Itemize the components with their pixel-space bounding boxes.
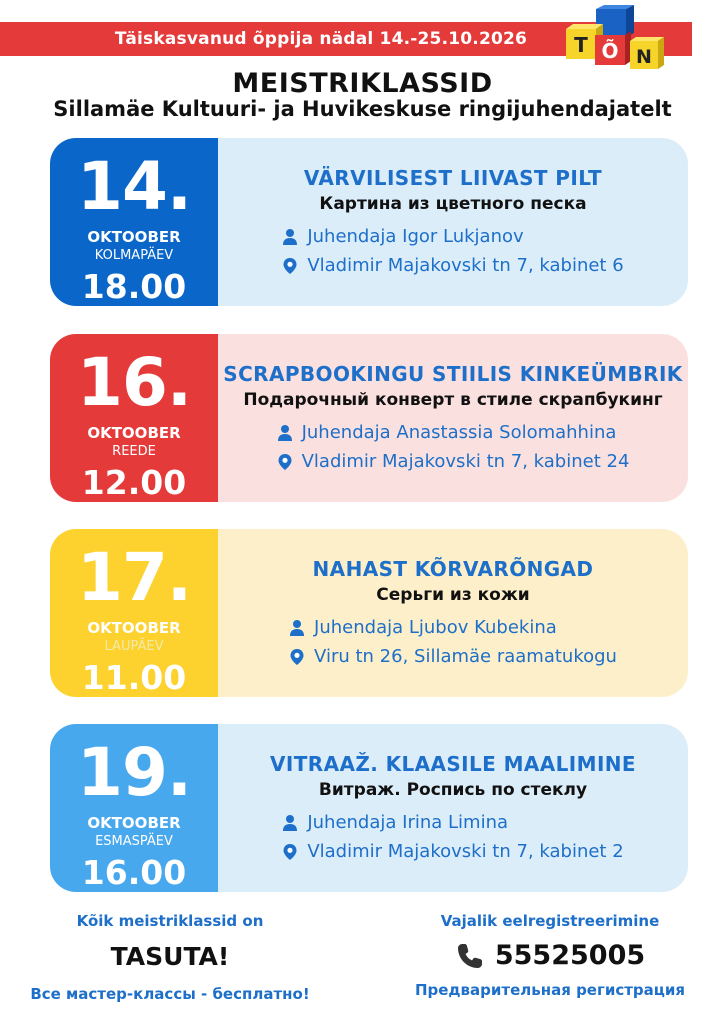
workshop-title-ru: Витраж. Роспись по стеклу xyxy=(318,780,588,800)
start-time: 16.00 xyxy=(81,853,187,892)
date-box xyxy=(50,724,218,892)
date-box xyxy=(50,529,218,697)
free-notice xyxy=(20,912,320,1003)
location-row xyxy=(282,255,623,276)
registration-line: Vajalik eelregistreerimine xyxy=(440,912,660,930)
location-text: Viru tn 26, Sillamäe raamatukogu xyxy=(314,646,617,667)
instructor-row xyxy=(289,617,557,638)
location-row xyxy=(289,646,617,667)
free-ru-text: Все мастер-классы - бесплатно! xyxy=(30,985,310,1003)
workshop-title-ru: Подарочный конверт в стиле скрапбукинг xyxy=(243,390,663,410)
workshop-info xyxy=(218,334,688,502)
location-text: Vladimir Majakovski tn 7, kabinet 24 xyxy=(301,451,630,472)
date-box xyxy=(50,138,218,306)
banner-text: Täiskasvanud õppija nädal 14.-25.10.2026 xyxy=(114,29,528,49)
month-label: OKTOOBER xyxy=(87,619,181,637)
page-title: MEISTRIKLASSID xyxy=(232,68,493,99)
month-label: OKTOOBER xyxy=(87,228,181,246)
location-pin-icon xyxy=(282,257,298,275)
registration-ru-text: Предварительная регистрация xyxy=(414,981,686,999)
workshop-card-4 xyxy=(50,724,688,892)
person-icon xyxy=(282,228,298,246)
phone-row xyxy=(395,940,705,971)
location-pin-icon xyxy=(282,843,298,861)
free-big-text: TASUTA! xyxy=(110,942,230,971)
workshop-title-et: VITRAAŽ. KLAASILE MAALIMINE xyxy=(270,752,636,776)
location-row xyxy=(277,451,630,472)
workshop-info xyxy=(218,138,688,306)
workshop-info xyxy=(218,724,688,892)
workshop-title-et: NAHAST KÕRVARÕNGAD xyxy=(312,557,594,581)
start-time: 12.00 xyxy=(81,463,187,502)
free-line: Kõik meistriklassid on xyxy=(76,912,264,930)
logo-letter-o: Õ xyxy=(601,39,619,63)
start-time: 11.00 xyxy=(81,658,187,697)
workshop-card-1 xyxy=(50,138,688,306)
person-icon xyxy=(289,619,305,637)
ton-logo xyxy=(560,5,665,75)
instructor-name: Juhendaja Irina Limina xyxy=(307,812,509,833)
instructor-row xyxy=(277,422,617,443)
page-subtitle: Sillamäe Kultuuri- ja Huvikeskuse ringijuhendajatelt xyxy=(53,97,672,121)
location-row xyxy=(282,841,623,862)
phone-icon xyxy=(455,941,485,971)
weekday-label: KOLMAPÄEV xyxy=(94,248,174,263)
weekday-label: LAUPÄEV xyxy=(104,639,164,654)
instructor-name: Juhendaja Anastassia Solomahhina xyxy=(301,422,617,443)
day-number: 16. xyxy=(77,344,191,421)
workshop-title-et: SCRAPBOOKINGU STIILIS KINKEÜMBRIK xyxy=(223,362,683,386)
location-text: Vladimir Majakovski tn 7, kabinet 2 xyxy=(307,841,624,862)
phone-number[interactable]: 55525005 xyxy=(494,940,646,971)
month-label: OKTOOBER xyxy=(87,424,181,442)
instructor-row xyxy=(282,812,508,833)
instructor-name: Juhendaja Ljubov Kubekina xyxy=(314,617,557,638)
person-icon xyxy=(277,424,293,442)
workshop-title-ru: Картина из цветного песка xyxy=(319,194,587,214)
workshop-info xyxy=(218,529,688,697)
day-number: 19. xyxy=(77,734,191,811)
workshop-card-2 xyxy=(50,334,688,502)
workshop-card-3 xyxy=(50,529,688,697)
month-label: OKTOOBER xyxy=(87,814,181,832)
instructor-name: Juhendaja Igor Lukjanov xyxy=(307,226,524,247)
weekday-label: REEDE xyxy=(112,444,156,459)
location-pin-icon xyxy=(277,453,293,471)
workshop-title-et: VÄRVILISEST LIIVAST PILT xyxy=(303,166,603,190)
weekday-label: ESMASPÄEV xyxy=(95,834,173,849)
instructor-row xyxy=(282,226,523,247)
logo-letter-t: T xyxy=(574,33,588,57)
location-pin-icon xyxy=(289,648,305,666)
person-icon xyxy=(282,814,298,832)
logo-letter-n: N xyxy=(636,46,652,68)
day-number: 17. xyxy=(77,539,191,616)
registration-notice xyxy=(395,912,705,999)
workshop-title-ru: Серьги из кожи xyxy=(376,585,530,605)
day-number: 14. xyxy=(77,148,191,225)
date-box xyxy=(50,334,218,502)
start-time: 18.00 xyxy=(81,267,187,306)
location-text: Vladimir Majakovski tn 7, kabinet 6 xyxy=(307,255,624,276)
